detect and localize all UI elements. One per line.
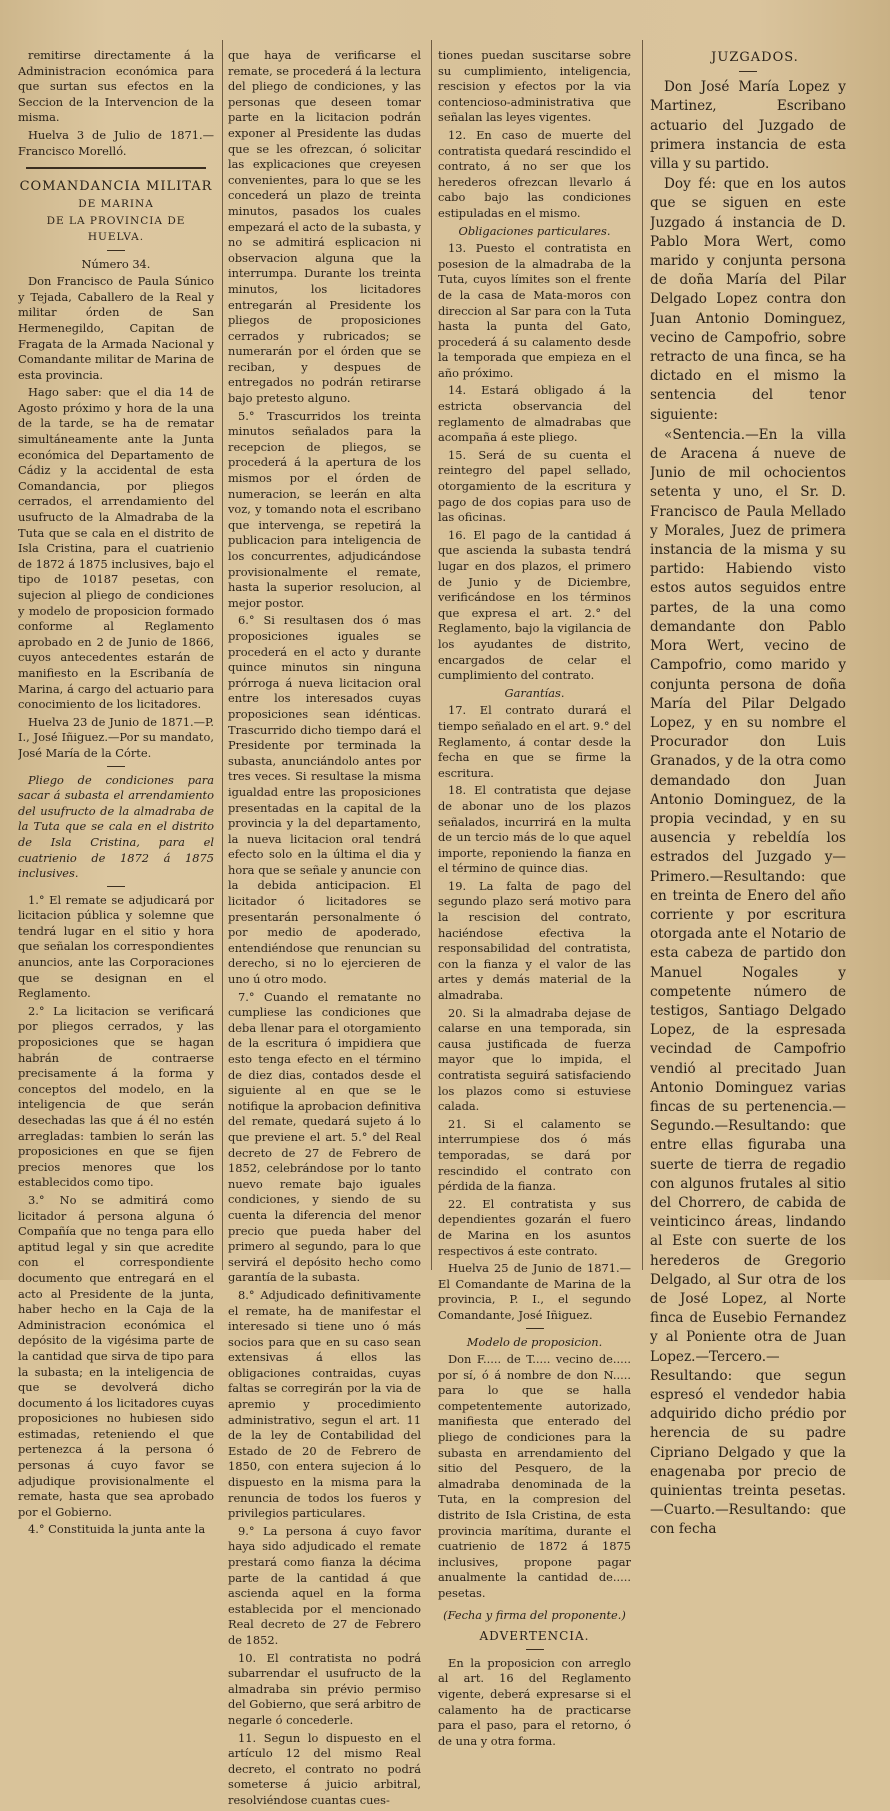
paragraph: Don José María Lopez y Martinez, Escribano actuario del Juzgado de primera instancia de esta villa y su partido. xyxy=(650,79,846,173)
condition: 17. El contrato durará el tiempo señalado en el art. 9.° del Reglamento, á contar desde la fecha en que se firme la escritura. xyxy=(438,703,631,780)
column-rule xyxy=(431,40,432,1270)
condition: 8.° Adjudicado definitivamente el remate, ha de manifestar el interesado si tiene uno ó más socios para que en su caso sean extensivas á ellos las obligaciones contraidas, cuyas faltas se corregirán por la via de apremio y procedimiento administrativo, segun el art. 11 de la ley de Contabilidad del Estado de 20 de Febrero de 1850, con entera sujecion á lo dispuesto en la misma para la renuncia de todos los fueros y privilegios particulares. xyxy=(228,1287,421,1521)
section-heading: JUZGADOS. xyxy=(711,50,799,65)
condition: 12. En caso de muerte del contratista quedará rescindido el contrato, á no ser que los herederos ofrezcan llevarlo á cabo bajo las condiciones estipuladas en el mismo. xyxy=(438,127,631,220)
condition: 9.° La persona á cuyo favor haya sido adjudicado el remate prestará como fianza la décima parte de la cantidad á que ascienda aquel en la forma establecida por el mencionado Real decreto de 27 de Febrero de 1852. xyxy=(228,1523,421,1647)
condition: 3.° No se admitirá como licitador á persona alguna ó Compañía que no tenga para ello aptitud legal y sin que acredite con el correspondiente documento que entregará en el acto al Presidente de la junta, haber hecho en la Caja de la Administracion económica el depósito de la vigésima parte de la cantidad que sirva de tipo para la subasta; en la inteligencia de que se devolverá dicho documento á los licitadores cuyas proposiciones no hubiesen sido estimadas, reteniendo el que pertenezca á la persona ó personas á cuyo favor se adjudique provisionalmente el remate, hasta que sea aprobado por el Gobierno. xyxy=(18,1192,214,1519)
paragraph: remitirse directamente á la Administracion económica para que surtan sus efectos en la Seccion de la Intervencion de la misma. xyxy=(18,48,214,125)
column-4 xyxy=(650,48,846,1541)
advertencia-text: En la proposicion con arreglo al art. 16 del Reglamento vigente, deberá expresarse si el calamento ha de practicarse para el paso, para el retorno, ó de una y otra forma. xyxy=(438,1655,631,1748)
subsection-title: Modelo de proposicion. xyxy=(466,1334,603,1349)
condition: 2.° La licitacion se verificará por pliegos cerrados, y las proposiciones que se hagan habrán de contraerse precisamente á la forma y conceptos del modelo, en la inteligencia de que serán desechadas las que á él no estén arregladas: tambien lo serán las proposiciones en que se fijen precios menores que los establecidos como tipo. xyxy=(18,1003,214,1190)
model-text: Don F..... de T..... vecino de..... por sí, ó á nombre de don N..... para lo que se halla competentemente autorizado, manifiesta que enterado del pliego de condiciones para la subasta en arrendamiento del sitio del Pesquero, de la almadraba denominada de la Tuta, en la compresion del distrito de Isla Cristina, de esta provincia marítima, durante el cuatrienio de 1872 á 1875 inclusives, propone pagar anualmente la cantidad de..... pesetas. xyxy=(438,1352,631,1600)
condition: 18. El contratista que dejase de abonar uno de los plazos señalados, incurrirá en la multa de un tercio más de lo que aquel importe, reponiendo la fianza en el término de quince dias. xyxy=(438,783,631,876)
condition: 21. Si el calamento se interrumpiese dos ó más temporadas, se dará por rescindido el contrato con pérdida de la fianza. xyxy=(438,1116,631,1194)
column-2 xyxy=(228,48,421,1811)
condition: 22. El contratista y sus dependientes gozarán el fuero de Marina en los asuntos respectivos á este contrato. xyxy=(438,1196,631,1258)
paragraph: Don Francisco de Paula Súnico y Tejada, Caballero de la Real y militar órden de San Hermenegildo, Capitan de Fragata de la Armada Nacional y Comandante militar de Marina de esta provincia. xyxy=(18,274,214,382)
column-rule xyxy=(642,40,643,1270)
paragraph: Doy fé: que en los autos que se siguen en este Juzgado á instancia de D. Pablo Mora Wert, como marido y conjunta persona de doña María del Pilar Delgado Lopez contra don Juan Antonio Dominguez, vecino de Campofrio, sobre retracto de una finca, se ha dictado en el mismo la sentencia del tenor siguiente: xyxy=(650,176,846,423)
condition: 16. El pago de la cantidad á que ascienda la subasta tendrá lugar en dos plazos, el primero de Junio y de Diciembre, verificándose en los términos que expresa el art. 2.° del Reglamento, bajo la vigilancia de los ayudantes de distrito, encargados de celar el cumplimiento del contrato. xyxy=(438,527,631,683)
paragraph: «Sentencia.—En la villa de Aracena á nueve de Junio de mil ochocientos setenta y uno, el Sr. D. Francisco de Paula Mellado y Morales, Juez de primera instancia de la misma y su partido: Habiendo visto estos autos seguidos entre partes, de la una como demandante don Pablo Mora Wert, vecino de Campofrio, como marido y conjunta persona de doña María del Pilar Delgado Lopez, y en su nombre el Procurador don Luis Granados, y de la otra como demandado don Juan Antonio Dominguez, de la propia vecindad, y en su ausencia y rebeldía los estrados del Juzgado y—Primero.—Resultando: que en treinta de Enero del año corriente y por escritura otorgada ante el Notario de esta cabeza de partido don Manuel Nogales y competente número de testigos, Santiago Delgado Lopez, de la espresada vecindad de Campofrio vendió al precitado Juan Antonio Dominguez varias fincas de su pertenencia.—Segundo.—Resultando: que entre ellas figuraba una suerte de tierra de regadio con algunos frutales al sitio del Chorrero, de cabida de veinticinco áreas, lindando al Este con suerte de los herederos de Gregorio Delgado, al Sur otra de los de José Lopez, al Norte finca de Eusebio Fernandez y al Poniente otra de Juan Lopez.—Tercero.—Resultando: que segun espresó el vendedor habia adquirido dicho prédio por herencia de su padre Cipriano Delgado y que la enagenaba por precio de quinientas treinta pesetas.—Cuarto.—Resultando: que con fecha xyxy=(650,426,846,1538)
pliego-title: Pliego de condiciones para sacar á subasta el arrendamiento del usufructo de la almadraba de la Tuta que se cala en el distrito de Isla Cristina, para el cuatrienio de 1872 á 1875 inclusives. xyxy=(18,772,214,881)
notice-number: Número 34. xyxy=(81,256,151,271)
subsection-title: ADVERTENCIA. xyxy=(479,1629,590,1644)
section-subheading: DE MARINA xyxy=(78,197,154,210)
divider xyxy=(107,766,125,767)
paragraph: tiones puedan suscitarse sobre su cumplimiento, inteligencia, rescision y efectos por la via contencioso-administrativa que señalan las leyes vigentes. xyxy=(438,48,631,125)
signature: Huelva 23 de Junio de 1871.—P. I., José Iñiguez.—Por su mandato, José María de la Córte. xyxy=(18,714,214,760)
condition: 13. Puesto el contratista en posesion de la almadraba de la Tuta, cuyos límites son el frente de la casa de Mata-moros con direccion al Sar para con la Tuta hasta la punta del Gato, procederá á su calamento desde la temporada que empieza en el año próximo. xyxy=(438,241,631,380)
subsection-title: Garantías. xyxy=(504,685,565,700)
condition: 10. El contratista no podrá subarrendar el usufructo de la almadraba sin prévio permiso del Gobierno, que será arbitro de negarle ó concederle. xyxy=(228,1650,421,1727)
subsection-title: Obligaciones particulares. xyxy=(458,223,611,238)
section-heading: COMANDANCIA MILITAR xyxy=(19,179,213,195)
condition: 4.° Constituida la junta ante la xyxy=(28,1522,206,1537)
condition: 19. La falta de pago del segundo plazo será motivo para la rescision del contrato, haciéndose efectiva la responsabilidad del contratista, con la fianza y el valor de las artes y demás material de la almadraba. xyxy=(438,878,631,1003)
condition: 1.° El remate se adjudicará por licitacion pública y solemne que tendrá lugar en el sitio y hora que señalan los correspondientes anuncios, ante las Corporaciones que se designan en el Reglamento. xyxy=(18,892,214,1001)
signature: Huelva 25 de Junio de 1871.—El Comandante de Marina de la provincia, P. I., el segundo Comandante, José Iñiguez. xyxy=(438,1261,631,1322)
column-3 xyxy=(438,48,631,1751)
condition: 5.° Trascurridos los treinta minutos señalados para la recepcion de pliegos, se procederá á la apertura de los mismos por el órden de numeracion, se leerán en alta voz, y tomando nota el escribano que intervenga, se repetirá la publicacion para inteligencia de los concurrentes, adjudicándose provisionalmente el remate, hasta la superior resolucion, al mejor postor. xyxy=(228,408,421,610)
paragraph: que haya de verificarse el remate, se procederá á la lectura del pliego de condiciones, y las personas que deseen tomar parte en la licitacion podrán exponer al Presidente las dudas que se les ofrezcan, ó solicitar las explicaciones que creyesen convenientes, para lo que se les concederá un plazo de treinta minutos, pasados los cuales empezará el acto de la subasta, y no se admitirá esplicacion ni observacion alguna que la interrumpa. Durante los treinta minutos, los licitadores entregarán al Presidente los pliegos de proposiciones cerrados y rubricados; se numerarán por el órden que se reciban, y despues de entregados no podrán retirarse bajo pretesto alguno. xyxy=(228,48,421,406)
condition: 11. Segun lo dispuesto en el artículo 12 del mismo Real decreto, el contrato no podrá someterse á juicio arbitral, resolviéndose cuantas cues- xyxy=(228,1730,421,1807)
section-separator xyxy=(26,167,206,169)
signature-note: (Fecha y firma del proponente.) xyxy=(443,1607,626,1622)
condition: 7.° Cuando el rematante no cumpliese las condiciones que deba llenar para el otorgamiento de la escritura ó impidiera que esto tenga efecto en el término de diez dias, contados desde el siguiente al en que se le notifique la aprobacion definitiva del remate, quedará sujeto á lo que previene el art. 5.° del Real decreto de 27 de Febrero de 1852, celebrándose por lo tanto nuevo remate bajo iguales condiciones, y siendo de su cuenta la diferencia del menor precio que pueda haber del primero al segundo, para lo que servirá el depósito hecho como garantía de la subasta. xyxy=(228,989,421,1285)
column-1 xyxy=(18,48,214,1540)
divider xyxy=(526,1649,544,1650)
divider xyxy=(526,1328,544,1329)
section-subheading: DE LA PROVINCIA DE HUELVA. xyxy=(46,215,186,243)
divider xyxy=(739,71,757,72)
column-rule xyxy=(222,40,223,1270)
signature: Huelva 3 de Julio de 1871.—Francisco Morelló. xyxy=(18,127,214,158)
condition: 6.° Si resultasen dos ó mas proposiciones iguales se procederá en el acto y durante quince minutos sin ninguna prórroga á nueva licitacion oral entre los interesados cuyas proposiciones sean idénticas. Trascurrido dicho tiempo dará el Presidente por terminada la subasta, anunciándolo antes por tres veces. Si resultase la misma igualdad entre las proposiciones presentadas en la capital de la provincia y la del departamento, la nueva licitacion oral tendrá efecto solo en la última el dia y hora que se señale y anuncie con la debida anticipacion. El licitador ó licitadores se presentarán personalmente ó por medio de apoderado, entendiéndose que renuncian su derecho, si no lo ejercieren de uno ú otro modo. xyxy=(228,613,421,987)
condition: 20. Si la almadraba dejase de calarse en una temporada, sin causa justificada de fuerza mayor que lo impida, el contratista seguirá satisfaciendo los plazos como si estuviese calada. xyxy=(438,1005,631,1114)
divider xyxy=(107,250,125,251)
condition: 15. Será de su cuenta el reintegro del papel sellado, otorgamiento de la escritura y pago de dos copias para uso de las oficinas. xyxy=(438,447,631,525)
condition: 14. Estará obligado á la estricta observancia del reglamento de almadrabas que acompaña á este pliego. xyxy=(438,383,631,445)
paragraph: Hago saber: que el dia 14 de Agosto próximo y hora de la una de la tarde, se ha de rematar simultáneamente ante la Junta económica del Departamento de Cádiz y la accidental de esta Comandancia, por pliegos cerrados, el arrendamiento del usufructo de la Almadraba de la Tuta que se cala en el distrito de Isla Cristina, para el cuatrienio de 1872 á 1875 inclusives, bajo el tipo de 10187 pesetas, con sujecion al pliego de condiciones y modelo de proposicion formado conforme al Reglamento aprobado en 2 de Junio de 1866, cuyos antecedentes estarán de manifiesto en la Escribanía de Marina, á cargo del actuario para conocimiento de los licitadores. xyxy=(18,385,214,712)
divider xyxy=(107,886,125,887)
